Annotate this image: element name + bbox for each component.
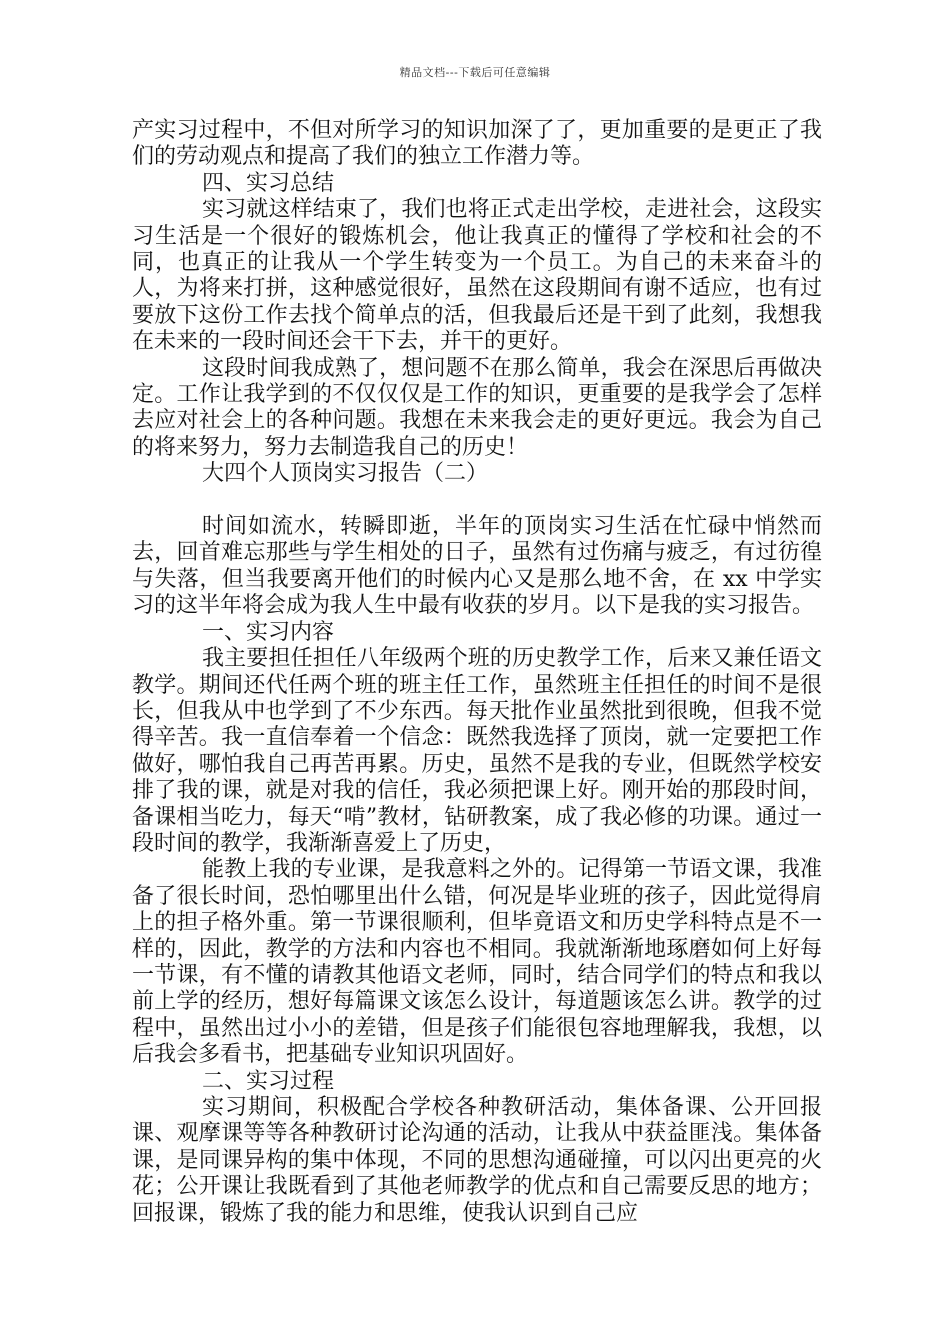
report-title: 大四个人顶岗实习报告（二） bbox=[202, 461, 489, 487]
paragraph: 这段时间我成熟了，想问题不在那么简单，我会在深思后再做决定。工作让我学到的不仅仅仅是工作的知识，更重要的是我学会了怎样去应对社会上的各种问题。我想在未来我会走的更好更远。我会为自己的将来努力，努力去制造我自己的历史！ bbox=[132, 355, 822, 460]
paragraph: 实习就这样结束了，我们也将正式走出学校，走进社会，这段实习生活是一个很好的锻炼机会，他让我真正的懂得了学校和社会的不同，也真正的让我从一个学生转变为一个员工。为自己的未来奋斗的人，为将来打拼，这种感觉很好，虽然在这段期间有谢不适应，也有过要放下这份工作去找个简单点的活，但我最后还是干到了此刻，我想我在未来的一段时间还会干下去，并干的更好。 bbox=[132, 197, 822, 355]
blank-line bbox=[132, 488, 822, 514]
paragraph: 时间如流水，转瞬即逝，半年的顶岗实习生活在忙碌中悄然而去，回首难忘那些与学生相处的日子，虽然有过伤痛与疲乏，有过彷徨与失落，但当我要离开他们的时候内心又是那么地不舍，在 xx 中学实习的这半年将会成为我人生中最有收获的岁月。以下是我的实习报告。 bbox=[132, 514, 822, 619]
section-heading: 二、实习过程 bbox=[202, 1068, 335, 1094]
page-header: 精品文档---下载后可任意编辑 bbox=[399, 66, 551, 79]
section-heading: 四、实习总结 bbox=[202, 170, 335, 196]
paragraph: 我主要担任担任八年级两个班的历史教学工作，后来又兼任语文教学。期间还代任两个班的班主任工作，虽然班主任担任的时间不是很长，但我从中也学到了不少东西。每天批作业虽然批到很晚，但我不觉得辛苦。我一直信奉着一个信念：既然我选择了顶岗，就一定要把工作做好，哪怕我自己再苦再累。历史，虽然不是我的专业，但既然学校安排了我的课，就是对我的信任，我必须把课上好。刚开始的那段时间，备课相当吃力，每天“啃”教材，钻研教案，成了我必修的功课。通过一段时间的教学，我渐渐喜爱上了历史， bbox=[132, 646, 822, 856]
paragraph: 能教上我的专业课，是我意料之外的。记得第一节语文课，我准备了很长时间，恐怕哪里出什么错，何况是毕业班的孩子，因此觉得肩上的担子格外重。第一节课很顺利，但毕竟语文和历史学科特点是不一样的，因此，教学的方法和内容也不相同。我就渐渐地琢磨如何上好每一节课，有不懂的请教其他语文老师，同时，结合同学们的特点和我以前上学的经历，想好每篇课文该怎么设计，每道题该怎么讲。教学的过程中，虽然出过小小的差错，但是孩子们能很包容地理解我，我想，以后我会多看书，把基础专业知识巩固好。 bbox=[132, 857, 822, 1068]
section-heading: 一、实习内容 bbox=[202, 619, 335, 645]
paragraph: 实习期间，积极配合学校各种教研活动，集体备课、公开回报课、观摩课等等各种教研讨论沟通的活动，让我从中获益匪浅。集体备课，是同课异构的集中体现，不同的思想沟通碰撞，可以闪出更亮的火花；公开课让我既看到了其他老师教学的优点和自己需要反思的地方；回报课，锻炼了我的能力和思维，使我认识到自己应 bbox=[132, 1095, 822, 1226]
paragraph: 产实习过程中，不但对所学习的知识加深了了，更加重要的是更正了我们的劳动观点和提高了我们的独立工作潜力等。 bbox=[132, 118, 822, 170]
document-body bbox=[132, 118, 822, 1227]
